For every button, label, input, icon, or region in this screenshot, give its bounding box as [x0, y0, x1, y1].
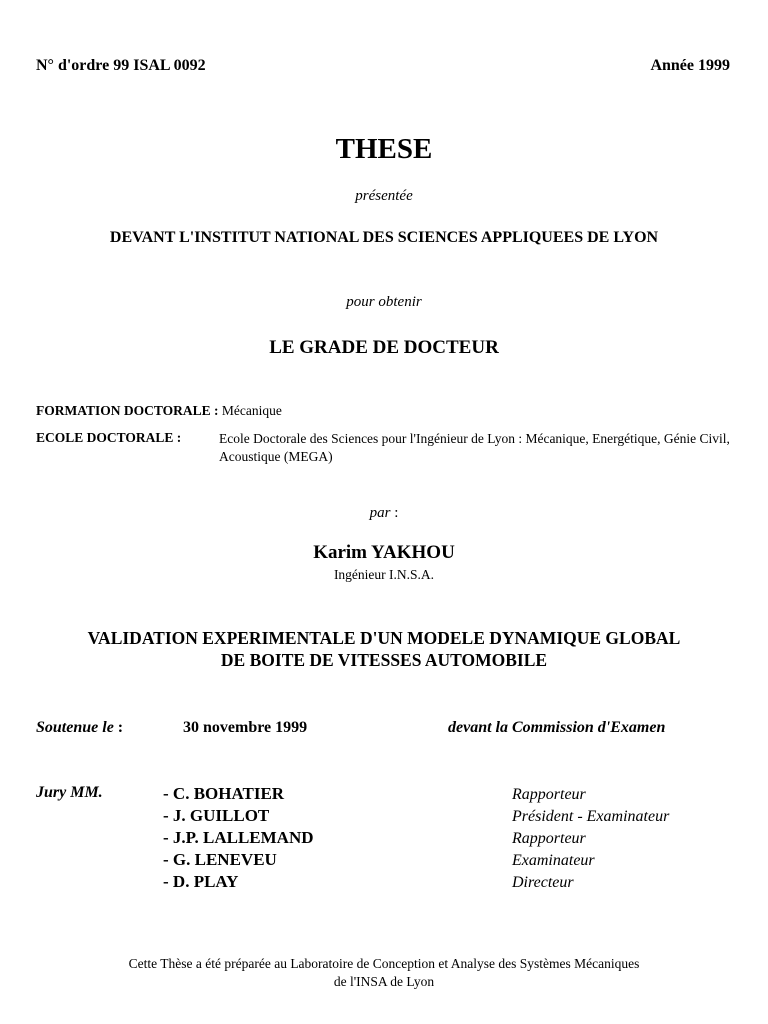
by-colon: :	[390, 505, 399, 521]
degree: LE GRADE DE DOCTEUR	[269, 337, 499, 358]
by-label	[0, 505, 768, 522]
ecole-value: Ecole Doctorale des Sciences pour l'Ingénieur de Lyon : Mécanique, Energétique, Génie Civil, Acoustique (MEGA)	[219, 431, 730, 464]
thesis-title-line-1: VALIDATION EXPERIMENTALE D'UN MODELE DYNAMIQUE GLOBAL	[87, 628, 681, 648]
by-word: par	[369, 505, 391, 521]
jury-member-name: - J. GUILLOT	[163, 806, 270, 825]
presented-label: présentée	[355, 188, 413, 204]
year: Année 1999	[650, 57, 730, 74]
to-obtain-label: pour obtenir	[346, 294, 422, 310]
defense-label	[36, 719, 123, 737]
commission: devant la Commission d'Examen	[448, 719, 666, 736]
footer-line-1: Cette Thèse a été préparée au Laboratoire de Conception et Analyse des Systèmes Mécaniques	[128, 956, 640, 971]
page-title: THESE	[335, 133, 433, 165]
jury-member-name: - D. PLAY	[163, 872, 239, 891]
defense-label-word: Soutenue le	[36, 719, 114, 736]
jury-member-role: Examinateur	[512, 852, 595, 869]
jury-member-role: Directeur	[512, 874, 574, 891]
jury-names	[163, 783, 314, 893]
jury-member-name: - C. BOHATIER	[163, 784, 285, 803]
author-title: Ingénieur I.N.S.A.	[333, 567, 435, 582]
thesis-title-line-2: DE BOITE DE VITESSES AUTOMOBILE	[220, 650, 548, 670]
jury-member-name: - J.P. LALLEMAND	[163, 828, 314, 847]
jury-member-role: Rapporteur	[512, 830, 586, 847]
formation-label: FORMATION DOCTORALE :	[36, 403, 219, 418]
jury-member-role: Rapporteur	[512, 786, 586, 803]
jury-roles	[512, 784, 669, 894]
defense-label-colon: :	[113, 719, 124, 736]
order-number: N° d'ordre 99 ISAL 0092	[36, 57, 206, 74]
footer-note	[0, 955, 768, 991]
formation-doctorale	[36, 403, 282, 419]
jury-label: Jury MM.	[36, 784, 103, 801]
jury-member-role: Président - Examinateur	[512, 808, 670, 825]
footer-line-2: de l'INSA de Lyon	[333, 974, 435, 989]
institution: DEVANT L'INSTITUT NATIONAL DES SCIENCES APPLIQUEES DE LYON	[109, 229, 659, 246]
jury-member-name: - G. LENEVEU	[163, 850, 277, 869]
defense-date: 30 novembre 1999	[183, 719, 308, 736]
thesis-title	[0, 627, 768, 671]
formation-value: Mécanique	[221, 403, 282, 418]
ecole-label: ECOLE DOCTORALE :	[36, 430, 182, 445]
author-name: Karim YAKHOU	[313, 542, 455, 563]
